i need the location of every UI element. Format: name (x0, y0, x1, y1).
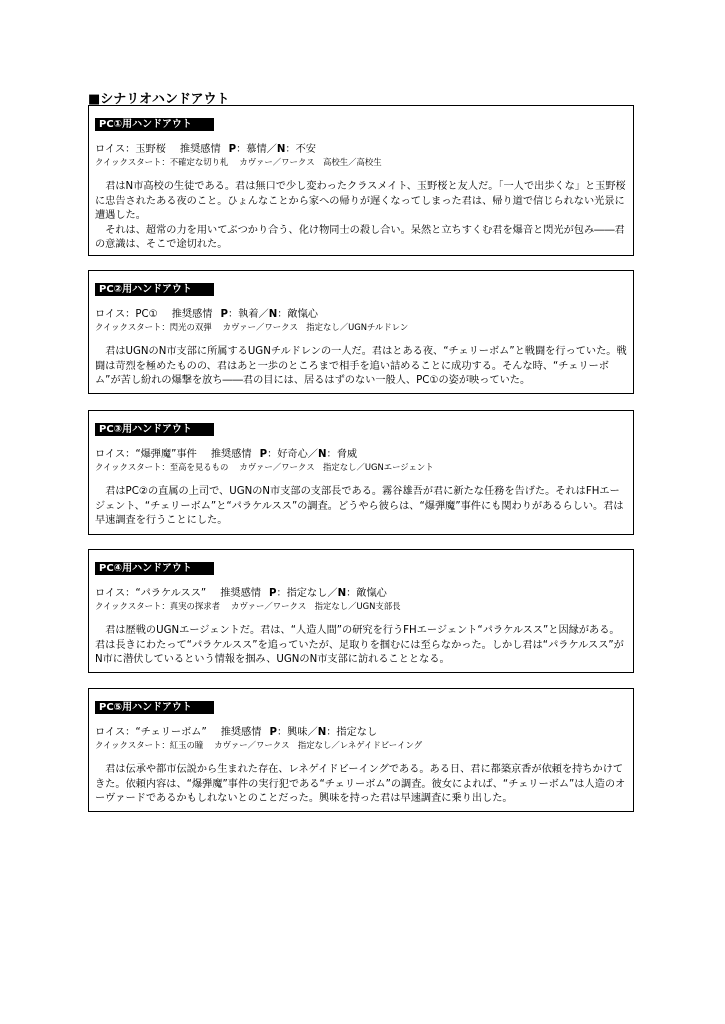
handout-label: PC④用ハンドアウト (95, 562, 214, 575)
lois-prefix: ロイス： (95, 727, 136, 738)
body-paragraph: それは、超常の力を用いてぶつかり合う、化け物同士の殺し合い。呆然と立ちすくむ君を爆音と閃光が包み――君の意識は、そこで途切れた。 (95, 224, 625, 251)
handout-label: PC②用ハンドアウト (95, 283, 214, 296)
quickstart-line: クイックスタート：閃光の双弾 カヴァー／ワークス 指定なし／UGNチルドレン (95, 322, 409, 332)
negative-label: N (337, 588, 347, 599)
quickstart-line: クイックスタート：不確定な切り札 カヴァー／ワークス 高校生／高校生 (95, 157, 382, 167)
positive-label: P (220, 309, 228, 320)
recommended-emotion-label: 推奨感情 (220, 588, 261, 599)
handout-pc1 (88, 105, 634, 256)
lois-line (95, 587, 627, 600)
handout-body (95, 345, 627, 389)
positive-label: P (268, 588, 277, 599)
handout-label: PC③用ハンドアウト (95, 423, 214, 436)
body-paragraph: 君は伝承や都市伝説から生まれた存在、レネゲイドビーイングである。ある日、君に都築京香が依頼を持ちかけてきた。依頼内容は、“爆弾魔”事件の実行犯である“チェリーボム”の調査。彼女によれば、“チェリーボム”は人造のオーヴァードであるかもしれないとのことだった。興味を持った君は早速調査に乗り出した。 (95, 764, 626, 805)
negative-value: ：不安 (285, 144, 316, 155)
negative-label: N (276, 144, 286, 155)
positive-value: ：執着／ (227, 309, 269, 320)
lois-prefix: ロイス： (95, 144, 136, 155)
lois-target: 玉野桜 (135, 144, 166, 155)
body-paragraph: 君はPC②の直属の上司で、UGNのN市支部の支部長である。霧谷雄吾が君に新たな任務を告げた。それはFHエージェント、“チェリーボム”と“パラケルスス”の調査。どうやら彼らは、“爆弾魔”事件にも関わりがあるらしい。君は早速調査を行うことにした。 (95, 486, 624, 527)
body-paragraph: 君は歴戦のUGNエージェントだ。君は、“人造人間”の研究を行うFHエージェント“パラケルスス”と因縁がある。君は長きにわたって“パラケルスス”を追っていたが、足取りを掴むには至らなかった。しかし君は“パラケルスス”がN市に潜伏しているという情報を掴み、UGNのN市支部に訪れることとなる。 (95, 625, 624, 666)
quickstart-line: クイックスタート：紅玉の瞳 カヴァー／ワークス 指定なし／レネゲイドビーイング (95, 740, 423, 750)
lois-target: PC① (135, 309, 158, 320)
handout-pc4 (88, 549, 634, 673)
body-paragraph: 君はN市高校の生徒である。君は無口で少し変わったクラスメイト、玉野桜と友人だ。「一人で出歩くな」と玉野桜に忠告されたある夜のこと。ひょんなことから家への帰りが遅くなってしまった君は、帰り道で信じられない光景に遭遇した。 (95, 181, 626, 222)
positive-label: P (269, 727, 277, 738)
handout-body (95, 180, 627, 253)
positive-label: P (259, 449, 268, 460)
handout-pc2 (88, 270, 634, 394)
positive-value: ：指定なし／ (276, 588, 338, 599)
positive-value: ：興味／ (276, 727, 318, 738)
lois-target: “パラケルスス” (135, 588, 207, 599)
recommended-emotion-label: 推奨感情 (210, 449, 252, 460)
handout-body (95, 485, 627, 529)
lois-prefix: ロイス： (95, 588, 136, 599)
lois-prefix: ロイス： (95, 449, 136, 460)
handout-label: PC①用ハンドアウト (95, 118, 214, 131)
negative-value: ：指定なし (326, 727, 378, 738)
handout-label: PC⑤用ハンドアウト (95, 701, 214, 714)
negative-value: ：脅威 (326, 449, 358, 460)
negative-value: ：敵愾心 (346, 588, 387, 599)
negative-value: ：敵愾心 (277, 309, 318, 320)
lois-line (95, 143, 627, 156)
negative-label: N (318, 449, 327, 460)
quickstart-line: クイックスタート：真実の探求者 カヴァー／ワークス 指定なし／UGN支部長 (95, 601, 401, 611)
handout-pc5 (88, 688, 634, 812)
handout-body (95, 763, 627, 807)
handout-pc3 (88, 410, 634, 535)
positive-label: P (228, 144, 237, 155)
recommended-emotion-label: 推奨感情 (171, 309, 213, 320)
lois-target: “チェリーボム” (135, 727, 207, 738)
positive-value: ：慕情／ (236, 144, 277, 155)
recommended-emotion-label: 推奨感情 (220, 727, 262, 738)
lois-line (95, 448, 627, 461)
lois-line (95, 726, 627, 739)
lois-prefix: ロイス： (95, 309, 136, 320)
page-title: ■シナリオハンドアウト (88, 92, 230, 107)
lois-target: “爆弾魔”事件 (135, 449, 197, 460)
positive-value: ：好奇心／ (267, 449, 318, 460)
negative-label: N (268, 309, 278, 320)
recommended-emotion-label: 推奨感情 (179, 144, 221, 155)
lois-line (95, 308, 627, 321)
handout-body (95, 624, 627, 668)
negative-label: N (317, 727, 327, 738)
quickstart-line: クイックスタート：至高を見るもの カヴァー／ワークス 指定なし／UGNエージェント (95, 462, 434, 472)
body-paragraph: 君はUGNのN市支部に所属するUGNチルドレンの一人だ。君はとある夜、“チェリーボム”と戦闘を行っていた。戦闘は苛烈を極めたものの、君はあと一歩のところまで相手を追い詰めることに成功する。そんな時、“チェリーボム”が苦し紛れの爆撃を放ち――君の目には、居るはずのない一般人、PC①の姿が映っていた。 (95, 346, 627, 387)
